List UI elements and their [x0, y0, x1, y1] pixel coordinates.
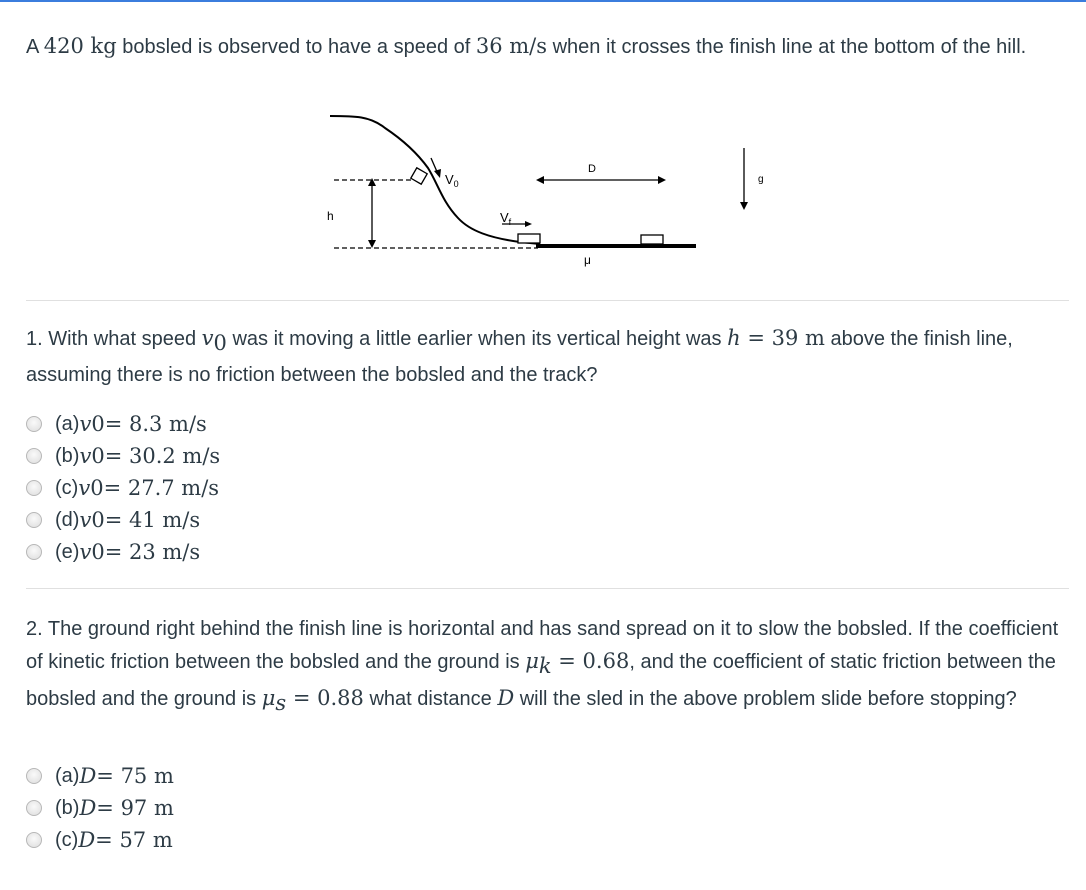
divider-2: [26, 588, 1069, 589]
q2-option-a[interactable]: (a) D = 75 m: [26, 760, 174, 792]
q1-option-d[interactable]: (d) v 0 = 41 m/s: [26, 504, 220, 536]
q1-option-c[interactable]: (c) v 0 = 27.7 m/s: [26, 472, 220, 504]
h-label: h: [327, 209, 334, 223]
divider-1: [26, 300, 1069, 301]
vf-label: $V_f$: [500, 210, 512, 227]
question-2-options: [26, 760, 174, 856]
mass-value: 420 kg: [43, 34, 117, 58]
v0-arrow-head: [434, 169, 441, 178]
speed-value: 36 m/s: [475, 34, 548, 58]
bobsled-diagram: [320, 106, 764, 276]
question-1-options: [26, 408, 220, 568]
d-arrow-right: [658, 176, 666, 184]
g-label: g: [758, 174, 764, 185]
mu-label: μ: [584, 253, 591, 267]
q1-option-b[interactable]: (b) v 0 = 30.2 m/s: [26, 440, 220, 472]
q2-option-b[interactable]: (b) D = 97 m: [26, 792, 174, 824]
radio-button[interactable]: [26, 832, 42, 848]
question-1-text: 1. With what speed $v_0$ was it moving a little earlier when its vertical height was h = 39 m above the finish line, assuming there is no friction between the bobsled and the track?: [26, 326, 1013, 386]
q1-option-a[interactable]: (a) v 0 = 8.3 m/s: [26, 408, 220, 440]
top-accent-line: [0, 0, 1086, 2]
question-2-text: 2. The ground right behind the finish line is horizontal and has sand spread on it to slow the bobsled. If the coefficient of kinetic friction between the bobsled and the ground is $\mu_k = 0.68$, and the coefficient of static friction between the bobsled and the ground is $\mu_s = 0.88$ what distance D will the sled in the above problem slide before stopping?: [26, 618, 1059, 715]
sled-on-hill: [411, 168, 427, 184]
radio-button[interactable]: [26, 512, 42, 528]
q1-option-e[interactable]: (e) v 0 = 23 m/s: [26, 536, 220, 568]
d-arrow-left: [536, 176, 544, 184]
h-arrow-down: [368, 240, 376, 248]
sand-ground: [536, 244, 696, 248]
radio-button[interactable]: [26, 544, 42, 560]
q2-option-c[interactable]: (c) D = 57 m: [26, 824, 174, 856]
h-arrow-up: [368, 178, 376, 186]
sled-at-finish: [518, 234, 540, 243]
problem-intro: A 420 kg bobsled is observed to have a speed of 36 m/s when it crosses the finish line at the bottom of the hill.: [26, 34, 1027, 58]
sled-stopped: [641, 235, 663, 244]
g-arrow-head: [740, 202, 748, 210]
vf-arrow-head: [525, 221, 532, 227]
d-label: D: [588, 163, 596, 175]
radio-button[interactable]: [26, 448, 42, 464]
radio-button[interactable]: [26, 800, 42, 816]
radio-button[interactable]: [26, 416, 42, 432]
v0-label: $V_0$: [445, 172, 459, 189]
radio-button[interactable]: [26, 768, 42, 784]
radio-button[interactable]: [26, 480, 42, 496]
